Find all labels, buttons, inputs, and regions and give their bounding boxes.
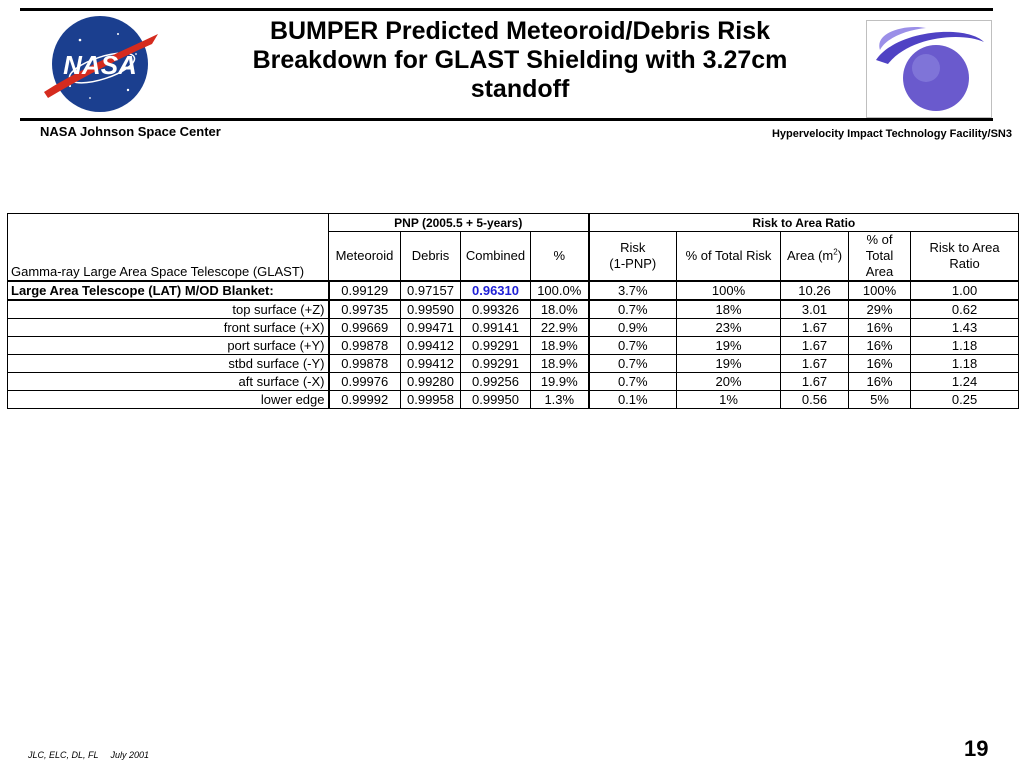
cell-meteoroid: 0.99992 (329, 391, 401, 409)
hitf-logo-icon (866, 20, 992, 118)
cell-pct-total-risk: 23% (677, 319, 781, 337)
cell-risk: 0.1% (589, 391, 677, 409)
cell-risk: 0.7% (589, 300, 677, 319)
table-body (8, 300, 1019, 409)
cell-meteoroid: 0.99129 (329, 281, 401, 300)
col-header-area: Area $(m^2)$ (781, 232, 849, 282)
cell-combined: 0.99950 (461, 391, 531, 409)
cell-pct-total-risk: 19% (677, 355, 781, 373)
cell-pct-total-area: 16% (849, 373, 911, 391)
total-row-label: Large Area Telescope (LAT) M/OD Blanket: (8, 281, 329, 300)
table-row (8, 373, 1019, 391)
cell-combined: 0.99291 (461, 355, 531, 373)
table-group-header-row (8, 214, 1019, 232)
cell-ratio: 1.24 (911, 373, 1019, 391)
group-header-risk-area: Risk to Area Ratio (589, 214, 1019, 232)
cell-risk: 0.7% (589, 373, 677, 391)
cell-meteoroid: 0.99878 (329, 337, 401, 355)
cell-ratio: 1.18 (911, 337, 1019, 355)
cell-debris: 0.99590 (401, 300, 461, 319)
row-label: aft surface (-X) (8, 373, 329, 391)
svg-text:NASA: NASA (63, 50, 137, 80)
nasa-logo-icon (40, 14, 160, 114)
cell-percent: 19.9% (531, 373, 589, 391)
cell-pct-total-risk: 1% (677, 391, 781, 409)
slide-title (170, 17, 870, 104)
risk-breakdown-table (7, 213, 1019, 409)
cell-pct-total-area: 16% (849, 319, 911, 337)
cell-percent: 22.9% (531, 319, 589, 337)
cell-debris: 0.99958 (401, 391, 461, 409)
cell-area: 1.67 (781, 319, 849, 337)
footer-authors: JLC, ELC, DL, FL (28, 750, 99, 760)
title-line: standoff (470, 75, 570, 103)
col-header-pct-total-risk: % of Total Risk (677, 232, 781, 282)
cell-ratio: 1.00 (911, 281, 1019, 300)
corner-label: Gamma-ray Large Area Space Telescope (GLAST) (8, 214, 329, 282)
cell-percent: 18.0% (531, 300, 589, 319)
cell-meteoroid: 0.99878 (329, 355, 401, 373)
cell-combined: 0.99141 (461, 319, 531, 337)
cell-percent: 100.0% (531, 281, 589, 300)
row-label: lower edge (8, 391, 329, 409)
cell-area: 1.67 (781, 337, 849, 355)
col-header-debris: Debris (401, 232, 461, 282)
header-rule-top (20, 8, 993, 11)
cell-pct-total-area: 16% (849, 355, 911, 373)
group-header-pnp: PNP (2005.5 + 5-years) (329, 214, 589, 232)
cell-combined-highlight: 0.96310 (461, 281, 531, 300)
cell-pct-total-area: 16% (849, 337, 911, 355)
title-line: Breakdown for GLAST Shielding with 3.27cm (252, 46, 788, 74)
cell-debris: 0.99280 (401, 373, 461, 391)
cell-combined: 0.99326 (461, 300, 531, 319)
cell-area: 10.26 (781, 281, 849, 300)
row-label: top surface (+Z) (8, 300, 329, 319)
table-total-row (8, 281, 1019, 300)
cell-pct-total-area: 5% (849, 391, 911, 409)
title-line: BUMPER Predicted Meteoroid/Debris Risk (269, 17, 771, 45)
cell-meteoroid: 0.99735 (329, 300, 401, 319)
cell-debris: 0.99471 (401, 319, 461, 337)
org-name-left: NASA Johnson Space Center (40, 124, 221, 139)
cell-meteoroid: 0.99976 (329, 373, 401, 391)
col-header-combined: Combined (461, 232, 531, 282)
col-header-percent: % (531, 232, 589, 282)
cell-risk: 3.7% (589, 281, 677, 300)
table-row (8, 319, 1019, 337)
cell-percent: 18.9% (531, 337, 589, 355)
cell-pct-total-risk: 100% (677, 281, 781, 300)
cell-ratio: 1.43 (911, 319, 1019, 337)
cell-pct-total-area: 100% (849, 281, 911, 300)
col-header-risk: Risk (1-PNP) (589, 232, 677, 282)
col-header-pct-total-area: % of Total Area (849, 232, 911, 282)
row-label: front surface (+X) (8, 319, 329, 337)
cell-pct-total-risk: 20% (677, 373, 781, 391)
cell-ratio: 1.18 (911, 355, 1019, 373)
cell-risk: 0.7% (589, 337, 677, 355)
table-row (8, 300, 1019, 319)
col-header-risk-to-area-ratio: Risk to Area Ratio (911, 232, 1019, 282)
row-label: stbd surface (-Y) (8, 355, 329, 373)
row-label: port surface (+Y) (8, 337, 329, 355)
cell-area: 3.01 (781, 300, 849, 319)
cell-area: 1.67 (781, 373, 849, 391)
cell-pct-total-area: 29% (849, 300, 911, 319)
cell-ratio: 0.62 (911, 300, 1019, 319)
cell-risk: 0.9% (589, 319, 677, 337)
table-row (8, 337, 1019, 355)
page-number: 19 (964, 736, 989, 761)
cell-combined: 0.99291 (461, 337, 531, 355)
cell-percent: 1.3% (531, 391, 589, 409)
col-header-meteoroid: Meteoroid (329, 232, 401, 282)
cell-area: 1.67 (781, 355, 849, 373)
table-row (8, 355, 1019, 373)
cell-meteoroid: 0.99669 (329, 319, 401, 337)
org-name-right: Hypervelocity Impact Technology Facility/SN3 (771, 128, 1012, 140)
cell-risk: 0.7% (589, 355, 677, 373)
footer-credits (28, 750, 149, 760)
footer-date: July 2001 (110, 750, 150, 760)
cell-debris: 0.99412 (401, 337, 461, 355)
table-row (8, 391, 1019, 409)
cell-percent: 18.9% (531, 355, 589, 373)
cell-pct-total-risk: 19% (677, 337, 781, 355)
cell-pct-total-risk: 18% (677, 300, 781, 319)
cell-combined: 0.99256 (461, 373, 531, 391)
cell-ratio: 0.25 (911, 391, 1019, 409)
header-rule-bottom (20, 118, 993, 121)
cell-debris: 0.97157 (401, 281, 461, 300)
cell-debris: 0.99412 (401, 355, 461, 373)
cell-area: 0.56 (781, 391, 849, 409)
